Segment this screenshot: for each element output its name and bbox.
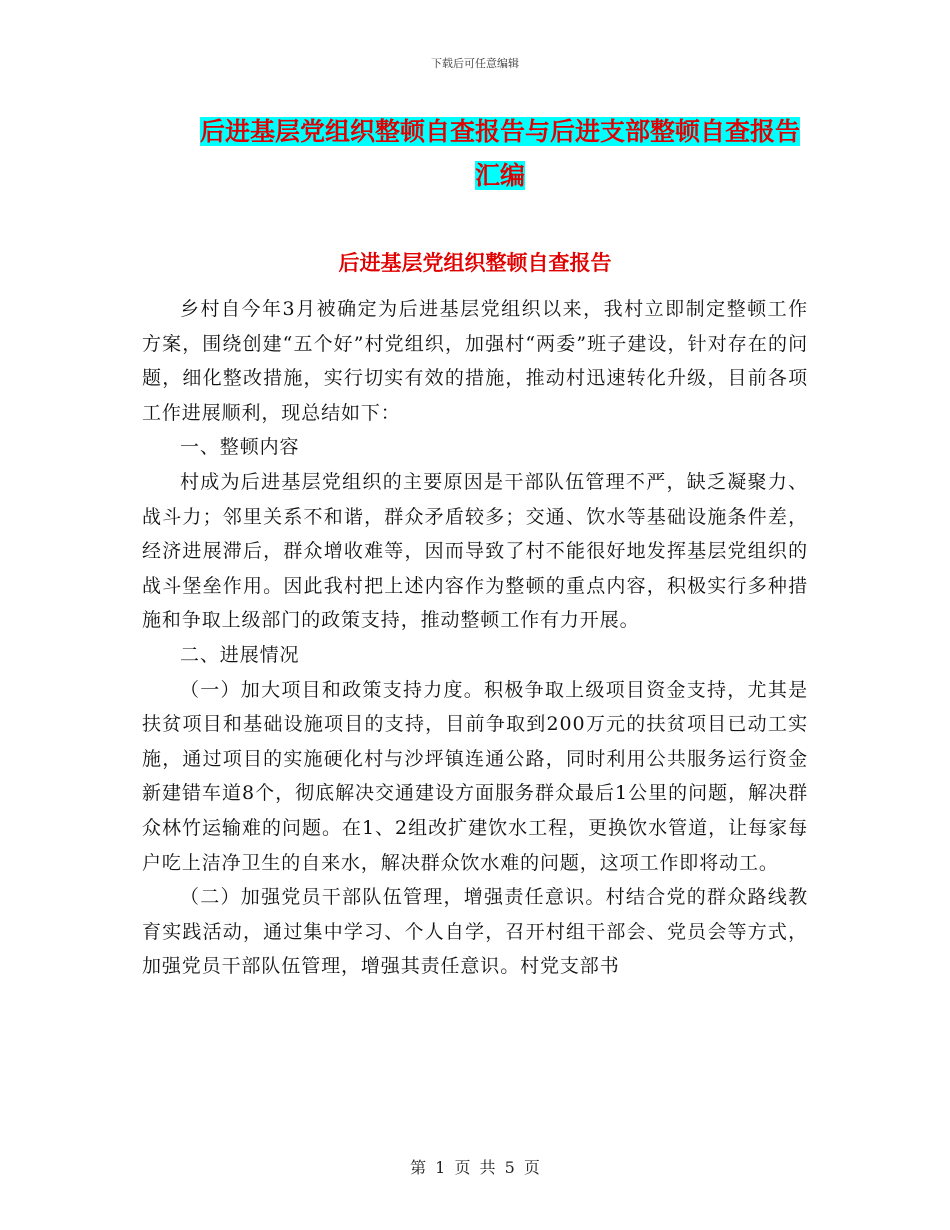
page-header-note: 下载后可任意编辑 [431,57,519,70]
document-main-title [190,110,810,198]
page-number-footer: 第 1 页 共 5 页 [410,1158,540,1177]
document-body [142,292,808,984]
main-title-text: 后进基层党组织整顿自查报告与后进支部整顿自查报告汇编 [199,117,800,190]
heading-rectification-content: 一、整顿内容 [180,436,300,459]
paragraph-progress-2: （二）加强党员干部队伍管理，增强责任意识。村结合党的群众路线教育实践活动，通过集中学习、个人自学，召开村组干部会、党员会等方式，加强党员干部队伍管理，增强其责任意识。村党支部书 [142,886,808,978]
heading-progress: 二、进展情况 [180,643,300,666]
paragraph-rectification-content: 村成为后进基层党组织的主要原因是干部队伍管理不严，缺乏凝聚力、战斗力；邻里关系不和谐，群众矛盾较多；交通、饮水等基础设施条件差，经济进展滞后，群众增收难等，因而导致了村不能很好地发挥基层党组织的战斗堡垒作用。因此我村把上述内容作为整顿的重点内容，积极实行多种措施和争取上级部门的政策支持，推动整顿工作有力开展。 [142,470,808,632]
paragraph-intro: 乡村自今年3月被确定为后进基层党组织以来，我村立即制定整顿工作方案，围绕创建“五个好”村党组织，加强村“两委”班子建设，针对存在的问题，细化整改措施，实行切实有效的措施，推动村迅速转化升级，目前各项工作进展顺利，现总结如下： [142,298,808,424]
section-title: 后进基层党组织整顿自查报告 [338,251,612,275]
paragraph-progress-1: （一）加大项目和政策支持力度。积极争取上级项目资金支持，尤其是扶贫项目和基础设施项目的支持，目前争取到200万元的扶贫项目已动工实施，通过项目的实施硬化村与沙坪镇连通公路，同时利用公共服务运行资金新建错车道8个，彻底解决交通建设方面服务群众最后1公里的问题，解决群众林竹运输难的问题。在1、2组改扩建饮水工程，更换饮水管道，让每家每户吃上洁净卫生的自来水，解决群众饮水难的问题，这项工作即将动工。 [142,678,808,874]
